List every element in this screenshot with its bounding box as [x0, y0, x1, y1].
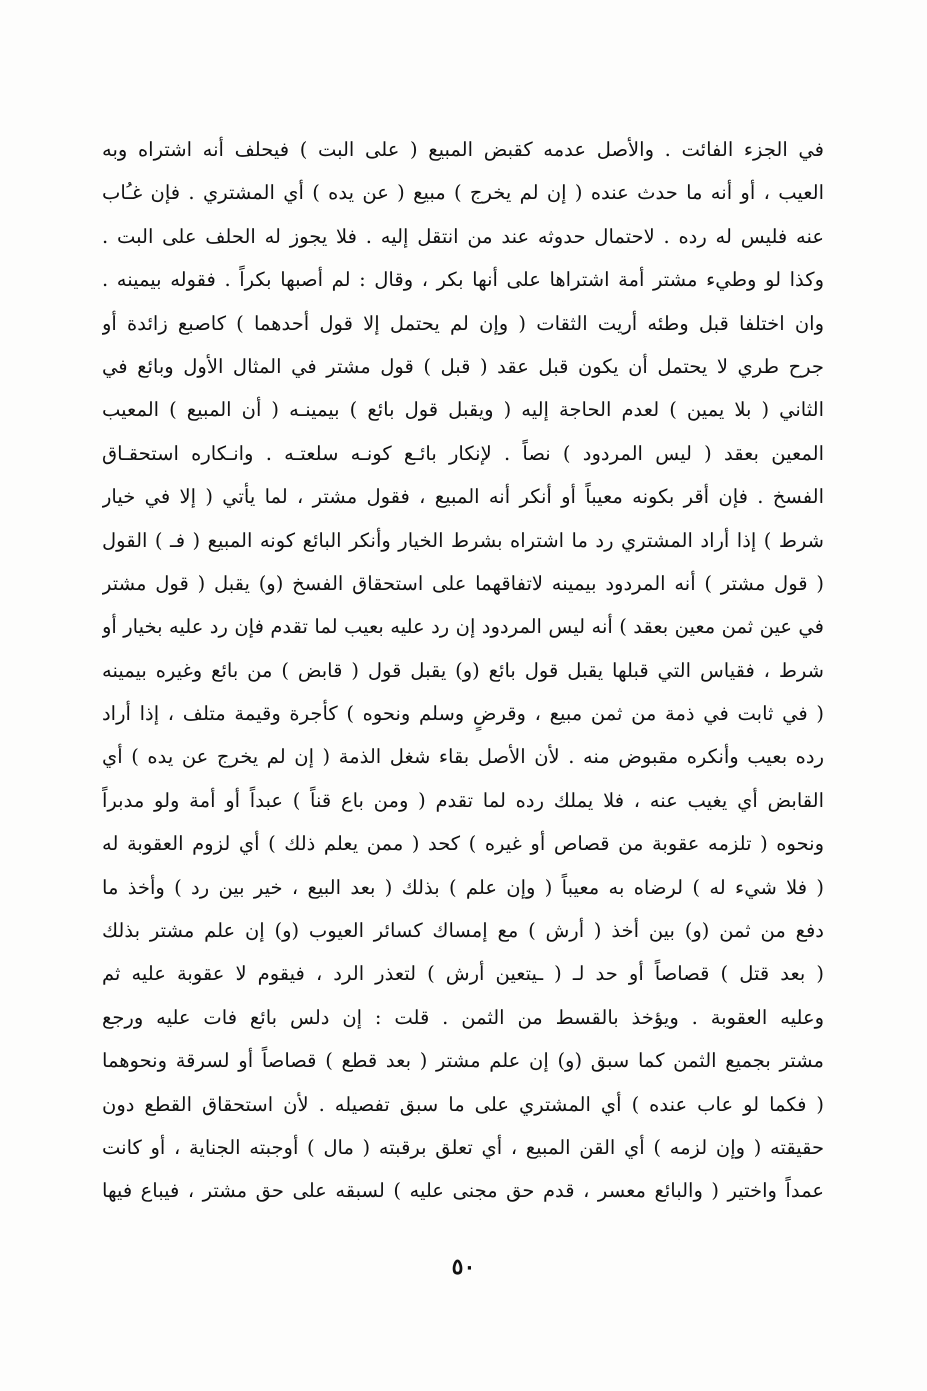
text-line: في الجزء الفائت . والأصل عدمه كقبض المبيع ( على البت ) فيحلف أنه اشتراه وبه — [102, 138, 824, 161]
text-line: شرط ، فقياس التي قبلها يقبل قول بائع (و) يقبل قول ( قابض ) من بائع وغيره بيمينه — [102, 658, 824, 682]
page-number: ٥٠ — [451, 1254, 476, 1280]
text-line: القابض أي يغيب عنه ، فلا يملك رده لما تقدم ( ومن باع قناً ) عبداً أو أمة ولو مدبراً — [102, 788, 824, 812]
text-line: حقيقته ( وإن لزمه ) أي القن المبيع ، أي تعلق برقبته ( مال ) أوجبته الجناية ، أو كانت — [102, 1135, 824, 1159]
text-line: ( قول مشتر ) أنه المردود بيمينه لاتفاقهما على استحقاق الفسخ (و) يقبل ( قول مشتر — [102, 571, 824, 595]
text-line: ( فكما لو عاب عنده ) أي المشتري على ما سبق تفصيله . لأن استحقاق القطع دون — [102, 1092, 824, 1116]
text-line: ( بعد قتل ) قصاصاً أو حد لـ ( ـيتعين أرش ) لتعذر الرد ، فيقوم لا عقوبة عليه ثم — [102, 962, 824, 986]
text-line: في عين ثمن معين بعقد ) أنه ليس المردود إن رد عليه بعيب لما تقدم فإن رد عليه بخيار أو — [102, 615, 824, 639]
text-line: وكذا لو وطيء مشتر أمة اشتراها على أنها بكر ، وقال : لم أصبها بكراً . فقوله بيمينه . — [102, 268, 824, 292]
text-line: دفع من ثمن (و) بين أخذ ( أرش ) مع إمساك كسائر العيوب (و) إن علم مشتر بذلك — [102, 919, 824, 943]
text-line: شرط ) إذا أراد المشتري رد ما اشتراه بشرط الخيار وأنكر البائع كونه المبيع ( فـ ) القول — [102, 528, 824, 552]
text-line: الفسخ . فإن أقر بكونه معيباً أو أنكر أنه المبيع ، فقول مشتر ، لما يأتي ( إلا في خيار — [102, 485, 824, 509]
text-line: عمداً واختير ( والبائع معسر ، قدم حق مجنى عليه ) لسبقه على حق مشتر ، فيباع فيها — [102, 1179, 824, 1203]
text-line: عنه فليس له رده . لاحتمال حدوثه عند من انتقل إليه . فلا يجوز له الحلف على البت . — [102, 224, 824, 248]
text-line: مشتر بجميع الثمن كما سبق (و) إن علم مشتر ( بعد قطع ) قصاصاً أو لسرقة ونحوهما — [102, 1049, 824, 1073]
text-line: العيب ، أو أنه ما حدث عنده ( إن لم يخرج ) مبيع ( عن يده ) أي المشتري . فإن غـُاب — [102, 181, 824, 205]
text-line: الثاني ( بلا يمين ) لعدم الحاجة إليه ( ويقبل قول بائع ) بيمينـه ( أن المبيع ) المعيب — [102, 398, 824, 422]
text-line: رده بعيب وأنكره مقبوض منه . لأن الأصل بقاء شغل الذمة ( إن لم يخرج عن يده ) أي — [102, 745, 824, 769]
text-line: ( فلا شيء له ) لرضاه به معيباً ( وإن علم ) بذلك ( بعد البيع ، خير بين رد ) وأخذ ما — [102, 875, 824, 899]
text-line: المعين بعقد ( ليس المردود ) نصاً . لإنكار بائـع كونـه سلعتـه . وانـكاره استحقـاق — [102, 441, 824, 465]
text-line: وعليه العقوبة . ويؤخذ بالقسط من الثمن . قلت : إن دلس بائع فات عليه ورجع — [102, 1005, 824, 1029]
body-text — [102, 128, 824, 1213]
text-line: وان اختلفا قبل وطئه أريت الثقات ( وإن لم يحتمل إلا قول أحدهما ) كاصبع زائدة أو — [102, 311, 824, 335]
text-line: ونحوه ( تلزمه عقوبة من قصاص أو غيره ) كحد ( ممن يعلم ذلك ) أي لزوم العقوبة له — [102, 832, 824, 856]
text-line: ( في ثابت في ذمة من ثمن مبيع ، وقرضٍ وسلم ونحوه ) كأجرة وقيمة متلف ، إذا أراد — [102, 702, 824, 726]
text-line: جرح طري لا يحتمل أن يكون قبل عقد ( قبل ) قول مشتر في المثال الأول وبائع في — [102, 354, 824, 378]
